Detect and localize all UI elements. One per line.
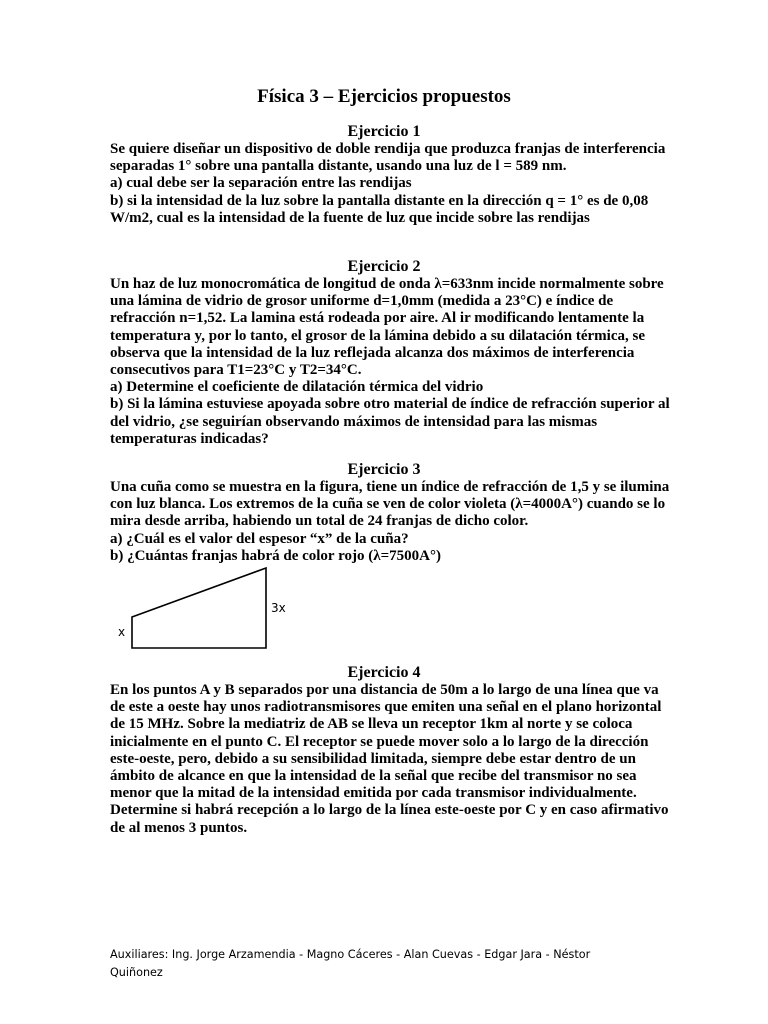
- exercise-2-heading: Ejercicio 2: [347, 258, 421, 275]
- exercise-4-statement: En los puntos A y B separados por una distancia de 50m a lo largo de una línea que va de este a oeste hay unos radiotransmisores que emiten una señal en el plano horizontal de 15 MHz. Sobre la mediatriz de AB se lleva un receptor 1km al norte y se coloca inicialmente en el punto C. El receptor se puede mover solo a lo largo de la dirección este-oeste, pero, debido a su sensibilidad limitada, siempre debe estar dentro de un ámbito de alcance en que la intensidad de la señal que recibe del transmisor no sea menor que la mitad de la intensidad emitida por cada transmisor individualmente. Determine si habrá recepción a lo largo de la línea este-oeste por C y en caso afirmativo de al menos 3 puntos.: [110, 682, 669, 836]
- exercise-3-body: [110, 479, 670, 565]
- exercise-3-part-a: a) ¿Cuál es el valor del espesor “x” de la cuña?: [110, 530, 409, 547]
- exercise-1-heading: Ejercicio 1: [347, 123, 421, 140]
- wedge-figure: [110, 562, 310, 656]
- exercise-2-part-a: a) Determine el coeficiente de dilatación térmica del vidrio: [110, 379, 484, 396]
- wedge-right-label: 3x: [271, 601, 286, 615]
- exercise-3-heading: Ejercicio 3: [347, 461, 421, 478]
- exercise-1-body: [110, 141, 670, 227]
- page-title: Física 3 – Ejercicios propuestos: [257, 86, 511, 107]
- footer-credits: Auxiliares: Ing. Jorge Arzamendia - Magno Cáceres - Alan Cuevas - Edgar Jara - Néstor Quiñonez: [110, 948, 591, 979]
- exercise-1-part-b: b) si la intensidad de la luz sobre la pantalla distante en la dirección q = 1° es de 0,08 W/m2, cual es la intensidad de la fuente de luz que incide sobre las rendijas: [110, 192, 649, 226]
- wedge-left-label: x: [118, 625, 126, 639]
- exercise-2-statement: Un haz de luz monocromática de longitud de onda λ=633nm incide normalmente sobre una lámina de vidrio de grosor uniforme d=1,0mm (medida a 23°C) e índice de refracción n=1,52. La lamina está rodeada por aire. Al ir modificando lentamente la temperatura y, por lo tanto, el grosor de la lámina debido a su dilatación térmica, se observa que la intensidad de la luz reflejada alcanza dos máximos de interferencia consecutivos para T1=23°C y T2=34°C.: [110, 276, 664, 379]
- wedge-shape: [132, 568, 266, 648]
- exercise-3-part-b: b) ¿Cuántas franjas habrá de color rojo (λ=7500A°): [110, 547, 441, 564]
- exercise-2-body: [110, 276, 670, 448]
- exercise-4-heading: Ejercicio 4: [347, 664, 421, 681]
- exercise-1-part-a: a) cual debe ser la separación entre las rendijas: [110, 175, 412, 192]
- exercise-4-body: [110, 682, 670, 837]
- exercise-3-statement: Una cuña como se muestra en la figura, tiene un índice de refracción de 1,5 y se ilumina con luz blanca. Los extremos de la cuña se ven de color violeta (λ=4000A°) cuando se lo mira desde arriba, habiendo un total de 24 franjas de dicho color.: [110, 479, 670, 530]
- exercise-2-part-b: b) Si la lámina estuviese apoyada sobre otro material de índice de refracción superior al del vidrio, ¿se seguirían observando máximos de intensidad para las mismas temperaturas indicadas?: [110, 396, 670, 447]
- exercise-1-statement: Se quiere diseñar un dispositivo de doble rendija que produzca franjas de interferencia separadas 1° sobre una pantalla distante, usando una luz de l = 589 nm.: [110, 141, 666, 175]
